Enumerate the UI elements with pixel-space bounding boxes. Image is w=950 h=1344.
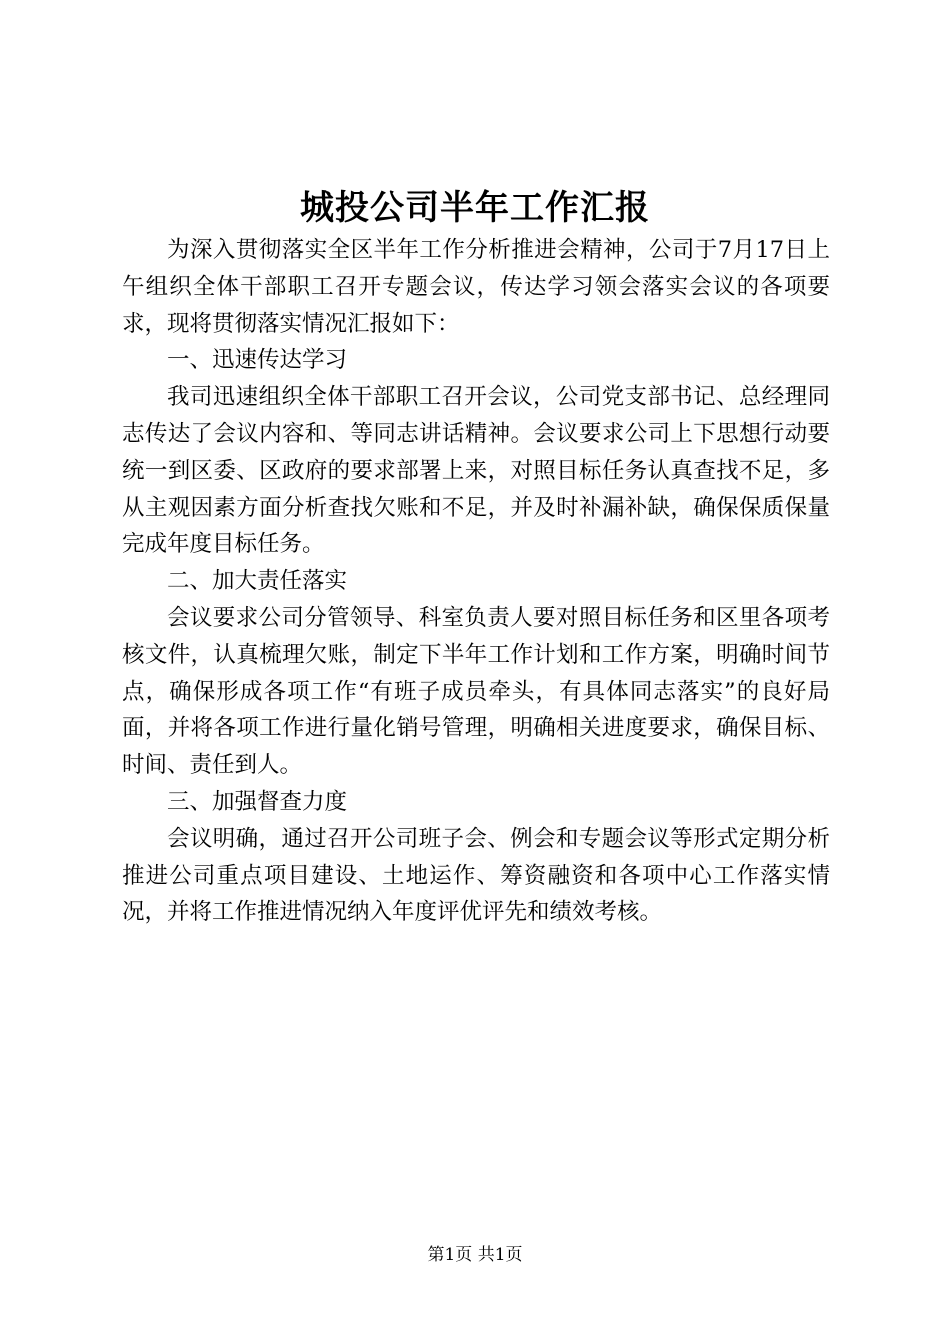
section-body-2: 会议要求公司分管领导、科室负责人要对照目标任务和区里各项考核文件，认真梳理欠账，制定下半年工作计划和工作方案，明确时间节点，确保形成各项工作“有班子成员牵头，有具体同志落实”的良好局面，并将各项工作进行量化销号管理，明确相关进度要求，确保目标、时间、责任到人。 xyxy=(122,604,830,779)
section-body-1: 我司迅速组织全体干部职工召开会议，公司党支部书记、总经理同志传达了会议内容和、等同志讲话精神。会议要求公司上下思想行动要统一到区委、区政府的要求部署上来，对照目标任务认真查找不足，多从主观因素方面分析查找欠账和不足，并及时补漏补缺，确保保质保量完成年度目标任务。 xyxy=(122,384,830,558)
section-heading-2: 二、加大责任落实 xyxy=(167,568,348,595)
section-body-3: 会议明确，通过召开公司班子会、例会和专题会议等形式定期分析推进公司重点项目建设、土地运作、筹资融资和各项中心工作落实情况，并将工作推进情况纳入年度评优评先和绩效考核。 xyxy=(122,825,830,926)
page-footer: 第1页 共1页 xyxy=(427,1245,523,1265)
document-body xyxy=(122,232,830,931)
intro-paragraph: 为深入贯彻落实全区半年工作分析推进会精神，公司于7月17日上午组织全体干部职工召开专题会议，传达学习领会落实会议的各项要求，现将贯彻落实情况汇报如下： xyxy=(122,237,830,337)
section-heading-1: 一、迅速传达学习 xyxy=(167,347,348,374)
document-title: 城投公司半年工作汇报 xyxy=(300,188,650,228)
section-heading-3: 三、加强督查力度 xyxy=(167,788,348,815)
